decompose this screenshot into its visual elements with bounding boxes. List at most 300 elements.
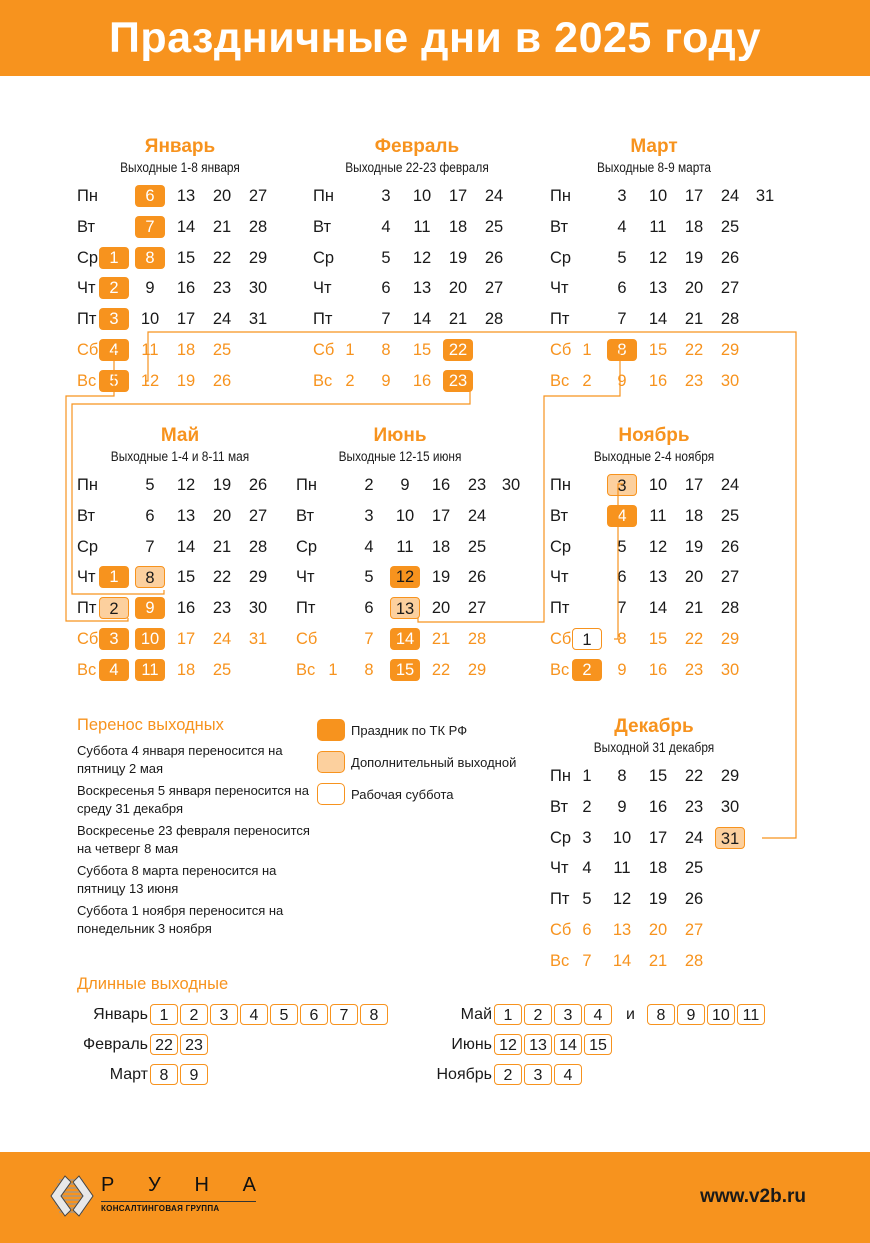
logo-divider	[101, 1201, 256, 1202]
weekday-label: Чт	[313, 279, 332, 298]
weekday-label: Пн	[77, 476, 98, 494]
day-cell: 24	[684, 828, 704, 847]
weekday-label: Пт	[550, 310, 570, 329]
day-cell: 20	[684, 279, 704, 298]
day-cell: 16	[176, 279, 196, 298]
month-subtitle-december: Выходной 31 декабря	[593, 740, 715, 755]
long-weekend-day: 3	[210, 1004, 238, 1025]
day-cell: 21	[212, 537, 232, 556]
day-cell: 11	[649, 217, 667, 236]
day-cell: 1	[572, 628, 602, 650]
long-weekend-day: 2	[494, 1064, 522, 1085]
day-cell: 18	[176, 341, 196, 359]
day-cell: 15	[176, 568, 196, 587]
logo-subtitle: КОНСАЛТИНГОВАЯ ГРУППА	[101, 1204, 220, 1213]
day-cell: 11	[141, 341, 159, 359]
day-cell: 29	[248, 568, 268, 587]
day-cell: 8	[617, 630, 627, 648]
day-cell: 19	[684, 248, 704, 267]
day-cell: 11	[396, 537, 414, 556]
day-cell: 16	[648, 660, 668, 679]
day-cell: 27	[720, 279, 740, 298]
day-cell: 26	[720, 537, 740, 556]
day-cell: 6	[145, 506, 155, 525]
weekday-label: Пт	[296, 599, 316, 618]
weekday-label: Сб	[550, 630, 572, 648]
weekday-label: Вт	[77, 217, 96, 236]
long-weekend-day: 12	[494, 1034, 522, 1055]
day-cell: 23	[212, 279, 232, 298]
day-cell: 13	[390, 597, 420, 619]
website-link[interactable]: www.v2b.ru	[700, 1186, 806, 1207]
weekday-label: Ср	[77, 537, 99, 556]
weekday-label: Вс	[550, 660, 570, 679]
day-cell: 26	[212, 371, 232, 390]
day-cell: 9	[145, 279, 155, 298]
day-cell: 20	[212, 187, 232, 205]
day-cell: 16	[431, 476, 451, 494]
day-cell: 28	[684, 951, 704, 970]
day-cell: 28	[484, 310, 504, 329]
day-cell: 21	[684, 310, 704, 329]
day-cell: 10	[140, 310, 160, 329]
day-cell: 4	[582, 859, 592, 878]
day-cell: 4	[99, 659, 129, 681]
long-weekend-day: 8	[647, 1004, 675, 1025]
day-cell: 24	[212, 630, 232, 648]
day-cell: 16	[648, 797, 668, 816]
day-cell: 5	[145, 476, 155, 494]
day-cell: 5	[381, 248, 391, 267]
long-weekend-day: 23	[180, 1034, 208, 1055]
day-cell: 28	[248, 217, 268, 236]
day-cell: 31	[715, 827, 745, 849]
day-cell: 6	[582, 921, 592, 939]
long-weekend-day: 2	[524, 1004, 552, 1025]
day-cell: 25	[720, 217, 740, 236]
day-cell: 13	[412, 279, 432, 298]
day-cell: 30	[720, 371, 740, 390]
day-cell: 28	[467, 630, 487, 648]
weekday-label: Пн	[550, 767, 571, 785]
day-cell: 20	[431, 599, 451, 618]
day-cell: 12	[412, 248, 432, 267]
day-cell: 16	[412, 371, 432, 390]
day-cell: 21	[648, 951, 668, 970]
long-weekend-day: 11	[737, 1004, 765, 1025]
day-cell: 4	[607, 505, 637, 527]
day-cell: 8	[617, 767, 627, 785]
day-cell: 5	[617, 537, 627, 556]
day-cell: 29	[720, 630, 740, 648]
day-cell: 12	[176, 476, 196, 494]
day-cell: 22	[684, 767, 704, 785]
day-cell: 19	[431, 568, 451, 587]
day-cell: 9	[400, 476, 410, 494]
logo-emblem-icon	[45, 1168, 99, 1228]
day-cell: 29	[467, 660, 487, 679]
day-cell: 15	[648, 630, 668, 648]
weekday-label: Ср	[296, 537, 318, 556]
day-cell: 26	[467, 568, 487, 587]
transfer-item: Суббота 1 ноября переносится на понедельник 3 ноября	[77, 903, 284, 936]
day-cell: 2	[345, 371, 355, 390]
long-weekends-title: Длинные выходные	[77, 975, 229, 993]
day-cell: 27	[720, 568, 740, 587]
long-weekend-month: Март	[109, 1065, 148, 1083]
day-cell: 30	[248, 599, 268, 618]
day-cell: 8	[607, 339, 637, 361]
weekday-label: Пт	[77, 599, 97, 618]
day-cell: 3	[99, 628, 129, 650]
long-weekend-month: Май	[460, 1005, 492, 1023]
weekday-label: Вс	[296, 660, 316, 679]
day-cell: 4	[364, 537, 374, 556]
day-cell: 21	[448, 310, 468, 329]
day-cell: 1	[99, 566, 129, 588]
long-weekend-day: 8	[150, 1064, 178, 1085]
weekday-label: Пт	[550, 599, 570, 618]
long-weekend-day: 4	[584, 1004, 612, 1025]
day-cell: 11	[649, 506, 667, 525]
month-subtitle-march: Выходные 8-9 марта	[596, 160, 712, 175]
weekday-label: Ср	[550, 248, 572, 267]
transfer-item: Воскресенье 23 февраля переносится на четверг 8 мая	[77, 823, 310, 856]
weekday-label: Сб	[550, 921, 572, 939]
day-cell: 14	[176, 217, 196, 236]
weekday-label: Чт	[296, 568, 315, 587]
day-cell: 3	[381, 187, 391, 205]
day-cell: 3	[607, 474, 637, 496]
day-cell: 22	[431, 660, 451, 679]
day-cell: 15	[648, 341, 668, 359]
weekday-label: Сб	[550, 341, 572, 359]
long-weekend-day: 14	[554, 1034, 582, 1055]
day-cell: 10	[395, 506, 415, 525]
day-cell: 16	[648, 371, 668, 390]
day-cell: 1	[345, 341, 355, 359]
day-cell: 1	[582, 767, 592, 785]
day-cell: 9	[617, 660, 627, 679]
day-cell: 30	[501, 476, 521, 494]
day-cell: 23	[212, 599, 232, 618]
day-cell: 6	[381, 279, 391, 298]
day-cell: 1	[582, 341, 592, 359]
logo-letter: У	[148, 1174, 161, 1196]
long-weekend-row	[0, 1064, 584, 1085]
day-cell: 7	[582, 951, 592, 970]
day-cell: 14	[648, 599, 668, 618]
day-cell: 29	[720, 767, 740, 785]
day-cell: 28	[248, 537, 268, 556]
month-subtitle-january: Выходные 1-8 января	[120, 160, 240, 175]
page-title: Праздничные дни в 2025 году	[108, 13, 762, 62]
long-weekend-day: 9	[180, 1064, 208, 1085]
day-cell: 9	[617, 797, 627, 816]
day-cell: 1	[99, 247, 129, 269]
weekday-label: Ср	[77, 248, 99, 267]
day-cell: 7	[364, 630, 374, 648]
weekday-label: Чт	[77, 568, 96, 587]
day-cell: 25	[212, 660, 232, 679]
day-cell: 25	[684, 859, 704, 878]
legend-label: Рабочая суббота	[351, 786, 454, 802]
long-weekend-day: 9	[677, 1004, 705, 1025]
day-cell: 13	[176, 506, 196, 525]
day-cell: 24	[720, 187, 740, 205]
day-cell: 25	[720, 506, 740, 525]
legend-swatch	[317, 751, 345, 773]
day-cell: 20	[648, 921, 668, 939]
long-weekend-day: 1	[150, 1004, 178, 1025]
day-cell: 10	[612, 828, 632, 847]
day-cell: 22	[684, 341, 704, 359]
logo-letter: Р	[101, 1174, 115, 1196]
long-weekend-day: 5	[270, 1004, 298, 1025]
day-cell: 25	[467, 537, 487, 556]
day-cell: 16	[176, 599, 196, 618]
day-cell: 6	[364, 599, 374, 618]
day-cell: 8	[135, 247, 165, 269]
day-cell: 26	[484, 248, 504, 267]
long-weekend-day: 7	[330, 1004, 358, 1025]
weekday-label: Вт	[77, 506, 96, 525]
long-weekend-day: 3	[554, 1004, 582, 1025]
day-cell: 15	[176, 248, 196, 267]
legend-label: Дополнительный выходной	[351, 754, 517, 770]
long-weekend-day: 3	[524, 1064, 552, 1085]
long-weekend-day: 8	[360, 1004, 388, 1025]
day-cell: 31	[755, 187, 775, 205]
day-cell: 27	[684, 921, 704, 939]
day-cell: 27	[484, 279, 504, 298]
day-cell: 12	[648, 248, 668, 267]
day-cell: 7	[145, 537, 155, 556]
weekday-label: Пт	[550, 890, 570, 909]
footer	[0, 1152, 870, 1243]
day-cell: 22	[212, 248, 232, 267]
day-cell: 13	[648, 568, 668, 587]
day-cell: 22	[212, 568, 232, 587]
day-cell: 29	[248, 248, 268, 267]
day-cell: 17	[684, 476, 704, 494]
day-cell: 17	[684, 187, 704, 205]
day-cell: 26	[720, 248, 740, 267]
day-cell: 5	[364, 568, 374, 587]
day-cell: 14	[390, 628, 420, 650]
day-cell: 5	[582, 890, 592, 909]
weekday-label: Вт	[550, 217, 569, 236]
day-cell: 15	[412, 341, 432, 359]
day-cell: 10	[648, 476, 668, 494]
long-weekend-day: 2	[180, 1004, 208, 1025]
day-cell: 4	[381, 217, 391, 236]
long-weekend-day: 22	[150, 1034, 178, 1055]
long-weekend-day: 4	[554, 1064, 582, 1085]
day-cell: 3	[99, 308, 129, 330]
day-cell: 8	[135, 566, 165, 588]
long-weekend-month: Январь	[93, 1005, 148, 1023]
day-cell: 11	[135, 659, 165, 681]
day-cell: 8	[381, 341, 391, 359]
day-cell: 12	[648, 537, 668, 556]
month-subtitle-june: Выходные 12-15 июня	[338, 449, 462, 464]
month-title-june: Июнь	[373, 425, 427, 446]
weekday-label: Ср	[550, 537, 572, 556]
legend-swatch	[317, 783, 345, 805]
weekday-label: Чт	[550, 279, 569, 298]
weekday-label: Вт	[313, 217, 332, 236]
day-cell: 30	[720, 660, 740, 679]
transfer-item: Воскресенья 5 января переносится на среду 31 декабря	[77, 783, 309, 816]
day-cell: 7	[135, 216, 165, 238]
day-cell: 11	[413, 217, 431, 236]
weekday-label: Пн	[77, 187, 98, 205]
day-cell: 24	[212, 310, 232, 329]
weekday-label: Вс	[77, 371, 97, 390]
day-cell: 7	[617, 599, 627, 618]
day-cell: 3	[582, 828, 592, 847]
day-cell: 18	[684, 217, 704, 236]
day-cell: 27	[248, 187, 268, 205]
day-cell: 29	[720, 341, 740, 359]
long-weekend-day: 10	[707, 1004, 735, 1025]
day-cell: 5	[617, 248, 627, 267]
day-cell: 23	[684, 660, 704, 679]
long-weekend-day: 6	[300, 1004, 328, 1025]
long-weekend-conjunction: и	[626, 1005, 635, 1023]
day-cell: 19	[684, 537, 704, 556]
long-weekend-day: 1	[494, 1004, 522, 1025]
logo-letter: А	[242, 1174, 256, 1196]
weekday-label: Пт	[313, 310, 333, 329]
day-cell: 14	[176, 537, 196, 556]
day-cell: 31	[248, 630, 268, 648]
day-cell: 7	[617, 310, 627, 329]
day-cell: 4	[617, 217, 627, 236]
day-cell: 2	[582, 371, 592, 390]
day-cell: 25	[484, 217, 504, 236]
day-cell: 18	[176, 660, 196, 679]
day-cell: 4	[99, 339, 129, 361]
day-cell: 9	[135, 597, 165, 619]
day-cell: 30	[720, 797, 740, 816]
weekday-label: Вс	[550, 951, 570, 970]
day-cell: 12	[140, 371, 160, 390]
legend-swatch	[317, 719, 345, 741]
long-weekend-day: 13	[524, 1034, 552, 1055]
month-title-february: Февраль	[374, 136, 460, 157]
day-cell: 23	[443, 370, 473, 392]
weekday-label: Сб	[296, 630, 318, 648]
day-cell: 10	[135, 628, 165, 650]
logo-letter: Н	[194, 1174, 209, 1196]
legend-item-extra	[317, 751, 516, 773]
month-subtitle-february: Выходные 22-23 февраля	[345, 160, 489, 175]
day-cell: 9	[381, 371, 391, 390]
weekday-label: Сб	[77, 341, 99, 359]
transfer-item: Суббота 8 марта переносится на пятницу 13 июня	[77, 863, 277, 896]
long-weekend-month: Февраль	[82, 1035, 148, 1053]
day-cell: 15	[390, 659, 420, 681]
weekday-label: Чт	[550, 568, 569, 587]
day-cell: 23	[684, 797, 704, 816]
transfers-title: Перенос выходных	[77, 716, 224, 734]
day-cell: 26	[684, 890, 704, 909]
day-cell: 14	[648, 310, 668, 329]
long-weekend-day: 15	[584, 1034, 612, 1055]
day-cell: 24	[484, 187, 504, 205]
day-cell: 17	[648, 828, 668, 847]
month-title-december: Декабрь	[614, 716, 694, 737]
weekday-label: Вт	[550, 506, 569, 525]
day-cell: 3	[364, 506, 374, 525]
day-cell: 27	[467, 599, 487, 618]
day-cell: 10	[412, 187, 432, 205]
day-cell: 23	[467, 476, 487, 494]
day-cell: 24	[467, 506, 487, 525]
page-header	[0, 0, 870, 76]
day-cell: 19	[448, 248, 468, 267]
weekday-label: Пт	[77, 310, 97, 329]
day-cell: 25	[212, 341, 232, 359]
day-cell: 12	[612, 890, 632, 909]
day-cell: 30	[248, 279, 268, 298]
day-cell: 21	[684, 599, 704, 618]
day-cell: 20	[448, 279, 468, 298]
month-title-january: Январь	[144, 136, 216, 157]
day-cell: 19	[212, 476, 232, 494]
weekday-label: Ср	[550, 828, 572, 847]
day-cell: 20	[212, 506, 232, 525]
day-cell: 22	[443, 339, 473, 361]
day-cell: 17	[176, 630, 196, 648]
day-cell: 12	[390, 566, 420, 588]
day-cell: 2	[582, 797, 592, 816]
day-cell: 13	[612, 921, 632, 939]
day-cell: 26	[248, 476, 268, 494]
company-logo[interactable]	[45, 1174, 265, 1224]
day-cell: 14	[612, 951, 632, 970]
day-cell: 15	[648, 767, 668, 785]
day-cell: 2	[99, 597, 129, 619]
long-weekend-month: Ноябрь	[436, 1065, 492, 1083]
day-cell: 17	[176, 310, 196, 329]
long-weekend-row	[0, 1004, 767, 1025]
day-cell: 9	[617, 371, 627, 390]
long-weekend-day: 4	[240, 1004, 268, 1025]
day-cell: 13	[176, 187, 196, 205]
day-cell: 18	[448, 217, 468, 236]
day-cell: 23	[684, 371, 704, 390]
day-cell: 17	[431, 506, 451, 525]
day-cell: 18	[684, 506, 704, 525]
weekday-label: Вс	[313, 371, 333, 390]
day-cell: 17	[448, 187, 468, 205]
day-cell: 1	[328, 660, 338, 679]
day-cell: 11	[613, 859, 631, 878]
day-cell: 21	[212, 217, 232, 236]
day-cell: 14	[412, 310, 432, 329]
weekday-label: Ср	[313, 248, 335, 267]
day-cell: 28	[720, 599, 740, 618]
day-cell: 13	[648, 279, 668, 298]
legend-item-holiday	[317, 719, 467, 741]
month-subtitle-november: Выходные 2-4 ноября	[593, 449, 715, 464]
weekday-label: Чт	[550, 859, 569, 878]
long-weekend-month: Июнь	[451, 1035, 492, 1053]
day-cell: 20	[684, 568, 704, 587]
